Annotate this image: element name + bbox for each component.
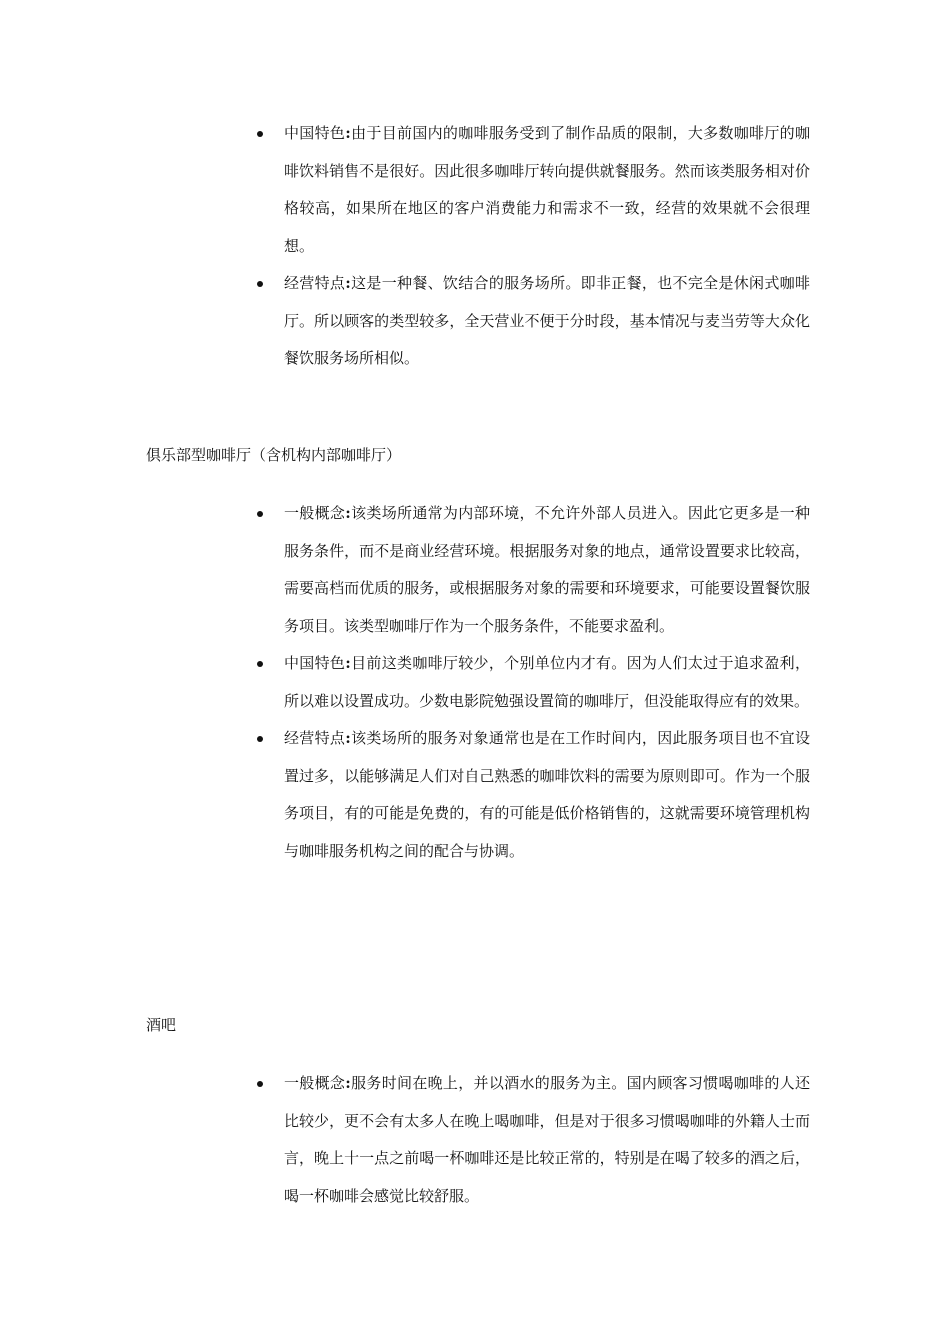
bullet-dot-icon	[257, 511, 263, 517]
bullet-term: 中国特色	[284, 654, 346, 672]
bullet-term: 一般概念	[284, 1074, 346, 1092]
bullet-dot-icon	[257, 736, 263, 742]
bullet-term: 一般概念	[284, 504, 346, 522]
bullet-separator: :	[345, 729, 351, 747]
bullet-text: 该类场所通常为内部环境，不允许外部人员进入。因此它更多是一种服务条件，而不是商业经营环境。根据服务对象的地点，通常设置要求比较高，需要高档而优质的服务，或根据服务对象的需要和环境要求，可能要设置餐饮服务项目。该类型咖啡厅作为一个服务条件，不能要求盈利。	[284, 504, 810, 635]
bullet-text: 目前这类咖啡厅较少，个别单位内才有。因为人们太过于追求盈利，所以难以设置成功。少数电影院勉强设置简的咖啡厅，但没能取得应有的效果。	[284, 654, 810, 710]
bullet-list-section1	[284, 115, 810, 378]
bullet-list-section2	[284, 495, 810, 870]
bullet-separator: :	[345, 274, 351, 292]
list-item	[284, 495, 810, 645]
bullet-dot-icon	[257, 131, 263, 137]
bullet-list-section3	[284, 1065, 810, 1215]
bullet-separator: :	[345, 504, 351, 522]
bullet-text: 该类场所的服务对象通常也是在工作时间内，因此服务项目也不宜设置过多，以能够满足人们对自己熟悉的咖啡饮料的需要为原则即可。作为一个服务项目，有的可能是免费的，有的可能是低价格销售的，这就需要环境管理机构与咖啡服务机构之间的配合与协调。	[284, 729, 810, 860]
bullet-dot-icon	[257, 281, 263, 287]
list-item	[284, 115, 810, 265]
bullet-term: 经营特点	[284, 274, 346, 292]
list-item	[284, 720, 810, 870]
bullet-dot-icon	[257, 1081, 263, 1087]
bullet-text: 服务时间在晚上，并以酒水的服务为主。国内顾客习惯喝咖啡的人还比较少，更不会有太多人在晚上喝咖啡，但是对于很多习惯喝咖啡的外籍人士而言，晚上十一点之前喝一杯咖啡还是比较正常的，特别是在喝了较多的酒之后，喝一杯咖啡会感觉比较舒服。	[284, 1074, 810, 1205]
bullet-separator: :	[345, 124, 351, 142]
bullet-separator: :	[345, 1074, 351, 1092]
bullet-text: 这是一种餐、饮结合的服务场所。即非正餐，也不完全是休闲式咖啡厅。所以顾客的类型较多，全天营业不便于分时段，基本情况与麦当劳等大众化餐饮服务场所相似。	[284, 274, 810, 367]
section-heading-club-cafe: 俱乐部型咖啡厅（含机构内部咖啡厅）	[146, 446, 402, 464]
bullet-term: 中国特色	[284, 124, 346, 142]
list-item	[284, 645, 810, 720]
bullet-separator: :	[345, 654, 351, 672]
bullet-text: 由于目前国内的咖啡服务受到了制作品质的限制，大多数咖啡厅的咖啡饮料销售不是很好。因此很多咖啡厅转向提供就餐服务。然而该类服务相对价格较高，如果所在地区的客户消费能力和需求不一致，经营的效果就不会很理想。	[284, 124, 810, 255]
bullet-term: 经营特点	[284, 729, 346, 747]
list-item	[284, 1065, 810, 1215]
bullet-dot-icon	[257, 661, 263, 667]
list-item	[284, 265, 810, 378]
section-heading-bar: 酒吧	[146, 1016, 177, 1034]
